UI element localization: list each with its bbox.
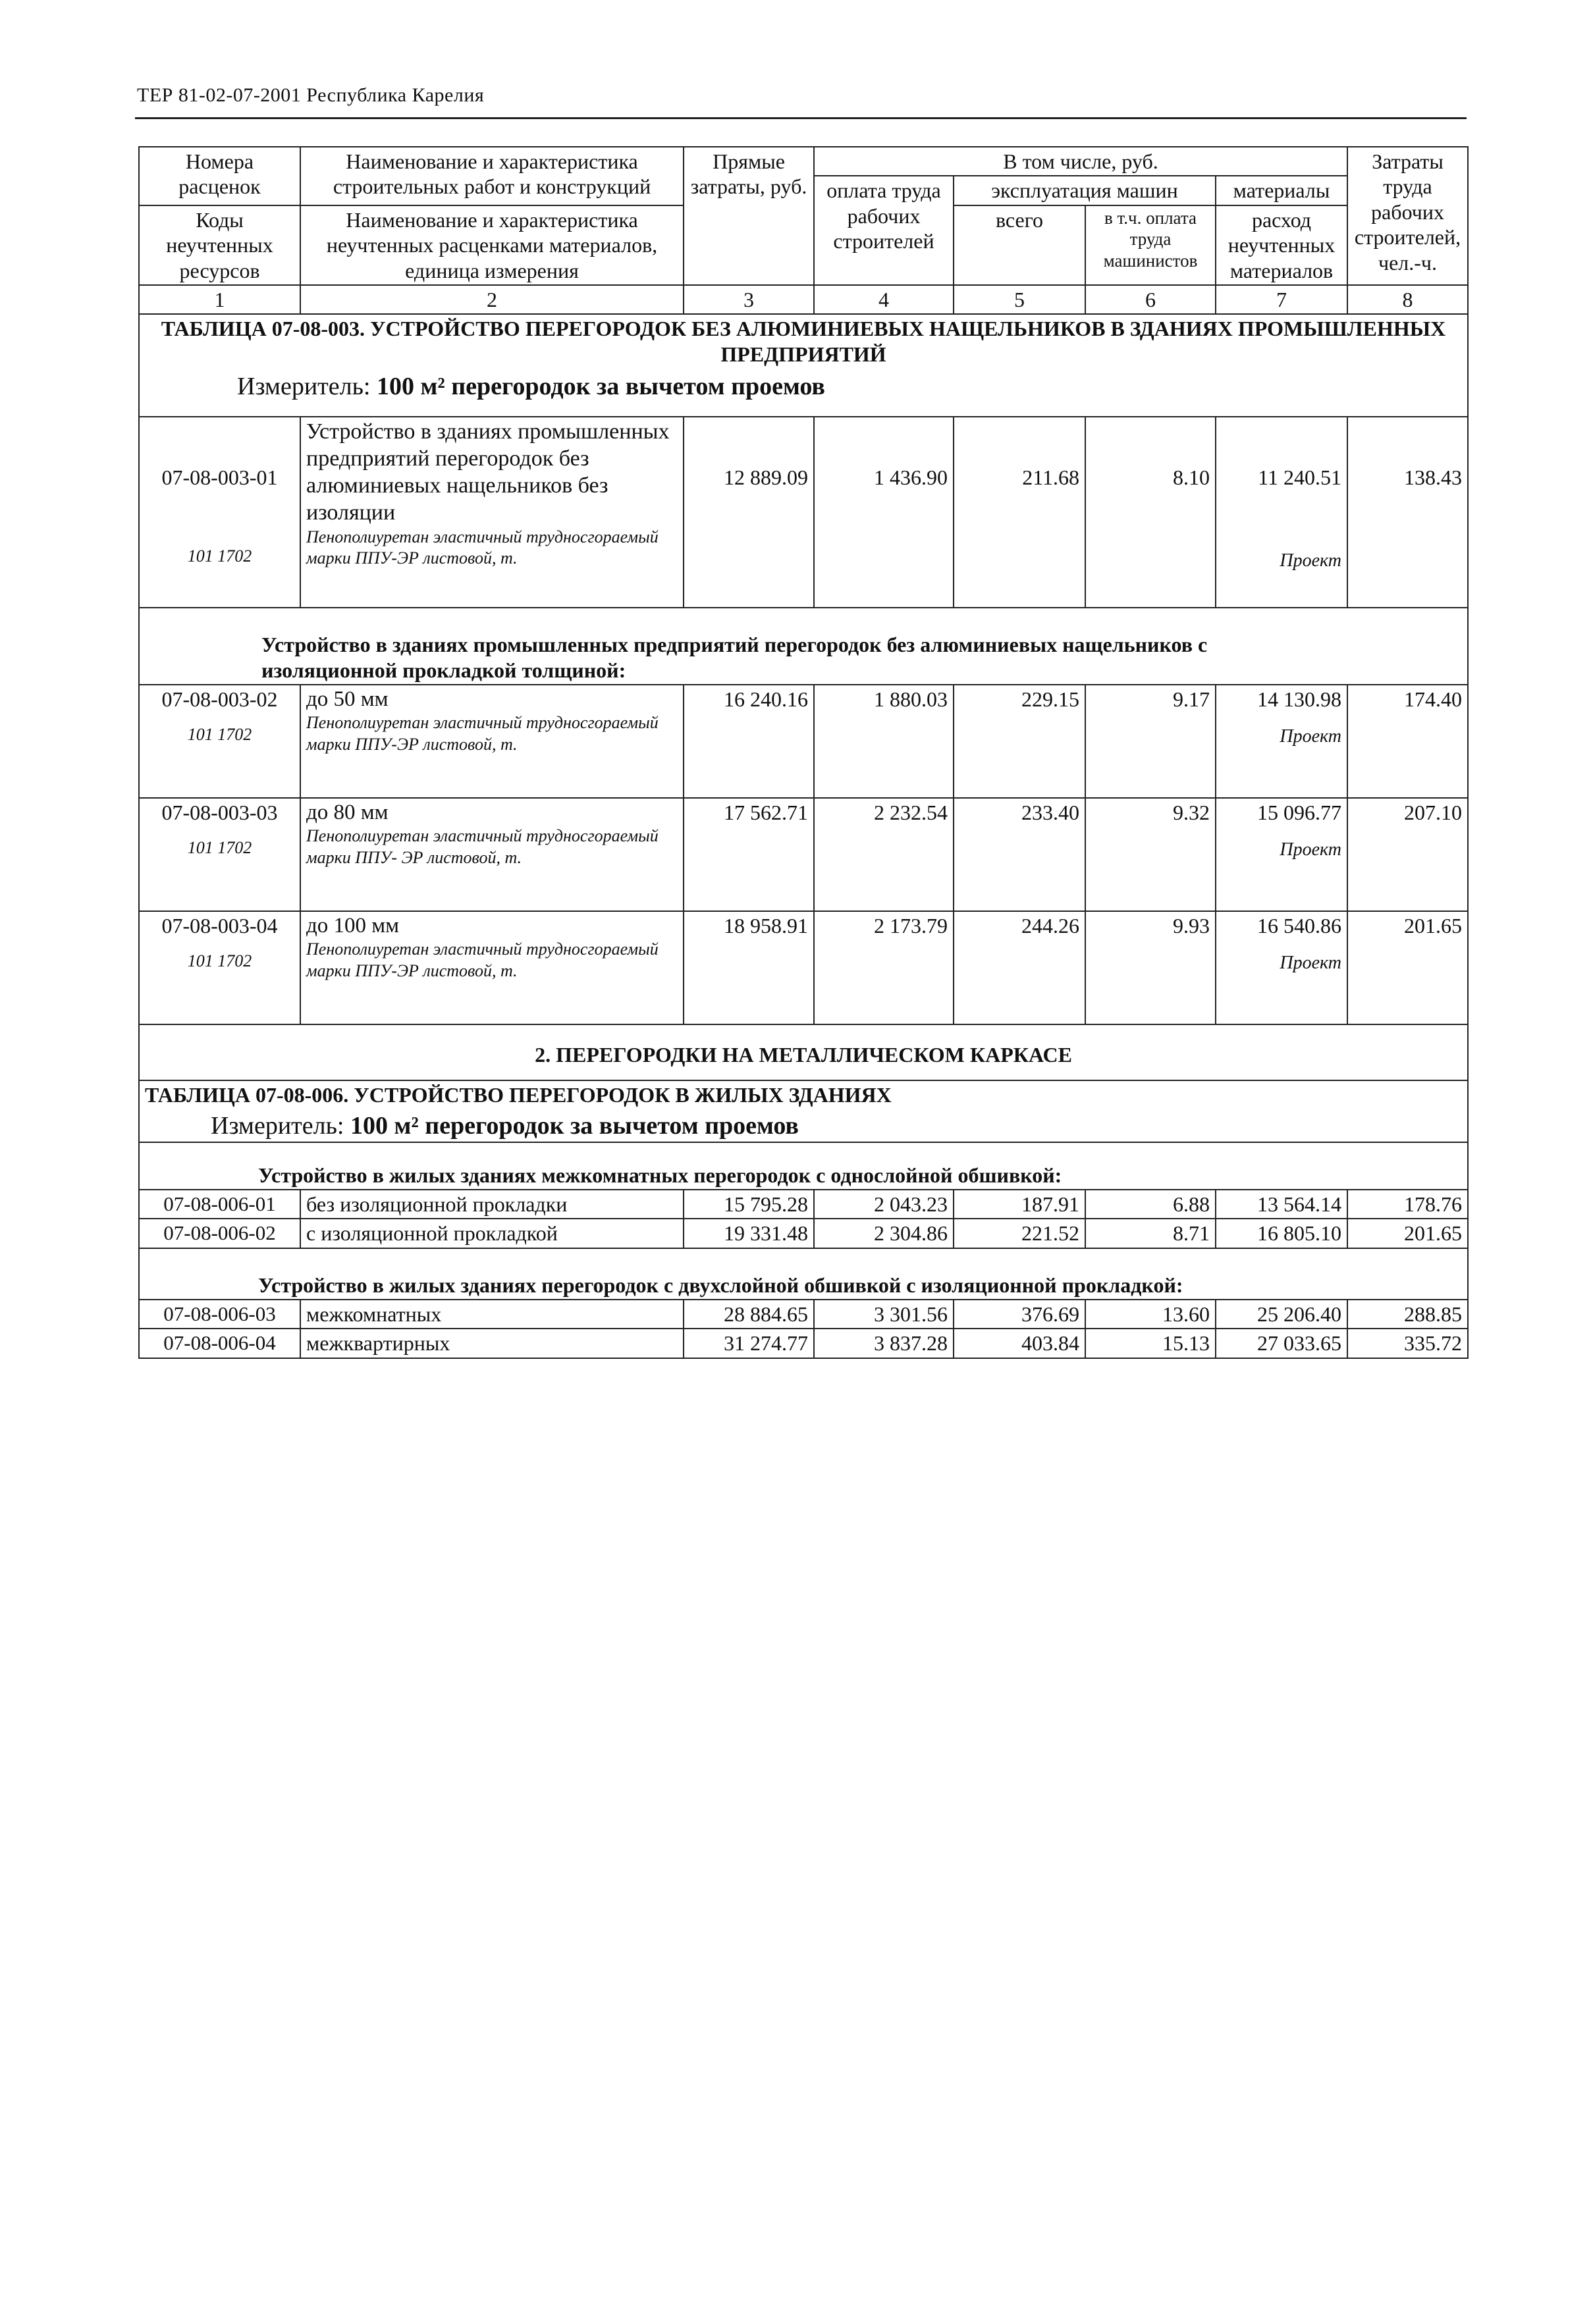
col7-header: расход неучтенных материалов [1216,205,1347,285]
materials-cost: 15 096.77 [1257,801,1342,825]
rate-name: до 50 мм [306,687,389,712]
labor-hours: 138.43 [1404,465,1463,490]
col-num-7: 7 [1216,285,1347,314]
machine-cost: 244.26 [954,911,1085,1024]
table1-title-row [139,314,1468,417]
table1-title: ТАБЛИЦА 07-08-003. УСТРОЙСТВО ПЕРЕГОРОДОК БЕЗ АЛЮМИНИЕВЫХ НАЩЕЛЬНИКОВ В ЗДАНИЯХ ПРОМЫШЛЕННЫХ ПРЕДПРИЯТИЙ [161,317,1446,366]
table-row [139,798,1468,911]
rate-name: с изоляционной прокладкой [300,1219,684,1248]
materials-cost: 25 206.40 [1216,1300,1347,1329]
rate-code: 07-08-006-01 [139,1190,300,1219]
rate-name: до 100 мм [306,914,400,938]
machine-cost: 221.52 [954,1219,1085,1248]
labor-cost: 3 837.28 [814,1329,954,1358]
labor-cost: 1 880.03 [814,685,954,798]
page-header: ТЕР 81-02-07-2001 Республика Карелия [137,84,485,106]
table1-subheading: Устройство в зданиях промышленных предприятий перегородок без алюминиевых нащельников с изоляционной прокладкой толщиной: [139,608,1468,685]
labor-cost: 1 436.90 [874,465,948,490]
labor-hours: 201.65 [1347,911,1468,1024]
table2-measure-prefix: Измеритель: [211,1111,344,1140]
table-row [139,417,1468,608]
table1-subheading-row [139,608,1468,685]
labor-cost: 3 301.56 [814,1300,954,1329]
materials-cost: 13 564.14 [1216,1190,1347,1219]
table2-title: ТАБЛИЦА 07-08-006. УСТРОЙСТВО ПЕРЕГОРОДОК В ЖИЛЫХ ЗДАНИЯХ [145,1082,892,1107]
resource-value: Проект [1280,550,1342,571]
resource-code: 101 1702 [187,951,252,970]
table1-measure [237,372,1462,402]
labor-hours: 174.40 [1347,685,1468,798]
rate-name: межквартирных [300,1329,684,1358]
table2-subheading1-row [139,1142,1468,1190]
rate-code: 07-08-006-03 [139,1300,300,1329]
rate-name: без изоляционной прокладки [300,1190,684,1219]
direct-cost: 17 562.71 [684,798,814,911]
rate-code: 07-08-006-02 [139,1219,300,1248]
direct-cost: 18 958.91 [684,911,814,1024]
table1-measure-prefix: Измеритель: [237,373,371,401]
col5-header: всего [954,205,1085,285]
col-num-3: 3 [684,285,814,314]
table-row [139,911,1468,1024]
resource-value: Проект [1280,952,1342,973]
rate-code: 07-08-003-02 [161,687,278,712]
machine-cost: 376.69 [954,1300,1085,1329]
labor-cost: 2 043.23 [814,1190,954,1219]
table-row [139,1219,1468,1248]
rate-code: 07-08-003-01 [161,465,278,490]
table-row [139,1329,1468,1358]
direct-cost: 31 274.77 [684,1329,814,1358]
labor-hours: 201.65 [1347,1219,1468,1248]
materials-cost: 27 033.65 [1216,1329,1347,1358]
resource-name: Пенополиуретан эластичный трудносгораемый марки ППУ- ЭР листовой, т. [306,826,659,867]
labor-hours: 288.85 [1347,1300,1468,1329]
labor-hours: 207.10 [1347,798,1468,911]
table2-subheading2: Устройство в жилых зданиях перегородок с двухслойной обшивкой с изоляционной прокладкой: [139,1248,1468,1300]
header-row-1 [139,147,1468,176]
machine-labor-cost: 9.32 [1085,798,1216,911]
rate-code: 07-08-003-03 [161,801,278,825]
direct-cost: 19 331.48 [684,1219,814,1248]
resource-code: 101 1702 [187,724,252,744]
machine-labor-cost: 9.93 [1085,911,1216,1024]
col2-top-header: Наименование и характеристика строительных работ и конструкций [300,147,684,205]
materials-header: материалы [1216,176,1347,205]
col4-header: оплата труда рабочих строителей [814,176,954,285]
table2-measure-unit: 100 м² перегородок за вычетом проемов [350,1111,799,1140]
labor-cost: 2 232.54 [814,798,954,911]
labor-cost: 2 304.86 [814,1219,954,1248]
machine-labor-cost: 13.60 [1085,1300,1216,1329]
rates-table [138,146,1469,1359]
machine-labor-cost: 9.17 [1085,685,1216,798]
table2-measure [145,1111,1462,1142]
materials-cost: 14 130.98 [1257,687,1342,712]
rate-name: до 80 мм [306,801,389,825]
machine-cost: 403.84 [954,1329,1085,1358]
col-num-5: 5 [954,285,1085,314]
machine-labor-cost: 8.10 [1173,465,1210,490]
materials-cost: 16 805.10 [1216,1219,1347,1248]
col-num-1: 1 [139,285,300,314]
rate-name: межкомнатных [300,1300,684,1329]
machine-cost: 187.91 [954,1190,1085,1219]
table2-subheading2-row [139,1248,1468,1300]
direct-cost: 28 884.65 [684,1300,814,1329]
resource-code: 101 1702 [187,546,252,566]
col-num-8: 8 [1347,285,1468,314]
col-num-2: 2 [300,285,684,314]
column-numbers-row [139,285,1468,314]
col-num-4: 4 [814,285,954,314]
table-row [139,1190,1468,1219]
in-total-header: В том числе, руб. [814,147,1347,176]
section2-row [139,1024,1468,1080]
machine-labor-cost: 15.13 [1085,1329,1216,1358]
direct-cost: 15 795.28 [684,1190,814,1219]
machine-labor-cost: 8.71 [1085,1219,1216,1248]
table-row [139,685,1468,798]
resource-code: 101 1702 [187,837,252,857]
direct-cost: 16 240.16 [684,685,814,798]
rate-code: 07-08-006-04 [139,1329,300,1358]
table2-title-row [139,1080,1468,1142]
resource-name: Пенополиуретан эластичный трудносгораемый марки ППУ-ЭР листовой, т. [306,527,659,568]
resource-name: Пенополиуретан эластичный трудносгораемый марки ППУ-ЭР листовой, т. [306,713,659,754]
resource-value: Проект [1280,839,1342,860]
col3-header: Прямые затраты, руб. [684,147,814,285]
machine-cost: 229.15 [954,685,1085,798]
materials-cost: 16 540.86 [1257,914,1342,938]
machine-cost: 211.68 [1022,465,1079,490]
header-rule [135,117,1467,119]
col1-bottom-header: Коды неучтенных ресурсов [139,205,300,285]
rate-code: 07-08-003-04 [161,914,278,938]
direct-cost: 12 889.09 [724,465,808,490]
table1-measure-unit: 100 м² перегородок за вычетом проемов [377,373,825,401]
section2-title: 2. ПЕРЕГОРОДКИ НА МЕТАЛЛИЧЕСКОМ КАРКАСЕ [139,1024,1468,1080]
table2-subheading1: Устройство в жилых зданиях межкомнатных перегородок с однослойной обшивкой: [139,1142,1468,1190]
machine-labor-cost: 6.88 [1085,1190,1216,1219]
col1-top-header: Номера расценок [139,147,300,205]
resource-value: Проект [1280,726,1342,747]
machines-header: эксплуатация машин [954,176,1216,205]
materials-cost: 11 240.51 [1258,465,1342,490]
rate-name: Устройство в зданиях промышленных предприятий перегородок без алюминиевых нащельников без изоляции [306,419,670,525]
labor-hours: 335.72 [1347,1329,1468,1358]
col-num-6: 6 [1085,285,1216,314]
table-row [139,1300,1468,1329]
machine-cost: 233.40 [954,798,1085,911]
labor-hours: 178.76 [1347,1190,1468,1219]
resource-name: Пенополиуретан эластичный трудносгораемый марки ППУ-ЭР листовой, т. [306,939,659,980]
col2-bottom-header: Наименование и характеристика неучтенных расценками материалов, единица измерения [300,205,684,285]
labor-cost: 2 173.79 [814,911,954,1024]
col6-header: в т.ч. оплата труда машинистов [1085,205,1216,285]
col8-header: Затраты труда рабочих строителей, чел.-ч. [1347,147,1468,285]
